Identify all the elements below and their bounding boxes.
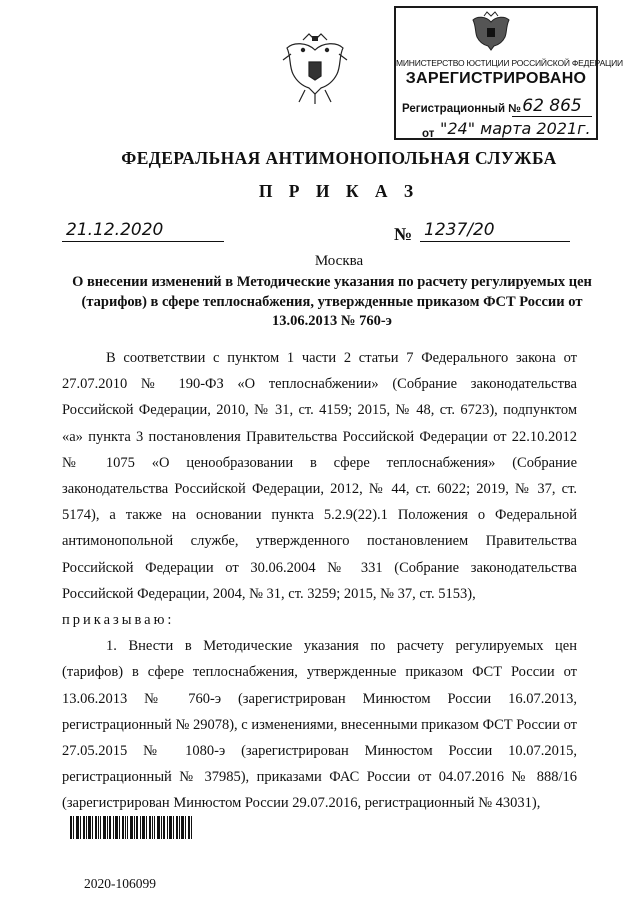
stamp-date: "24" марта 2021г. xyxy=(440,119,591,138)
stamp-registered: ЗАРЕГИСТРИРОВАНО xyxy=(405,70,587,87)
agency-name: ФЕДЕРАЛЬНАЯ АНТИМОНОПОЛЬНАЯ СЛУЖБА xyxy=(121,148,557,168)
document-body xyxy=(62,345,577,817)
stamp-reg-number: 62 865 xyxy=(512,96,592,117)
preamble-paragraph: В соответствии с пунктом 1 части 2 статьи 7 Федерального закона от 27.07.2010 № 190-ФЗ «О теплоснабжении» (Собрание законодательства Российской Федерации, 2010, № 31, ст. 4159; 2015, № 48, ст. 6723), подпунктом «а» пункта 3 постановления Правительства Российской Федерации от 22.10.2012 № 1075 «О ценообразовании в сфере теплоснабжения» (Собрание законодательства Российской Федерации, 2012, № 44, ст. 6022; 2019, № 37, ст. 5174), а также на основании пункта 5.2.9(22).1 Положения о Федеральной антимонопольной службе, утвержденного постановлением Правительства Российской Федерации от 30.06.2004 № 331 (Собрание законодательства Российской Федерации, 2004, № 31, ст. 3259; 2015, № 37, ст. 5153), xyxy=(62,350,577,602)
barcode-icon xyxy=(70,816,192,839)
order-number: 1237/20 xyxy=(420,220,570,242)
item-1-paragraph: 1. Внести в Методические указания по расчету регулируемых цен (тарифов) в сфере теплоснабжения, утвержденные приказом ФСТ России от 13.06.2013 № 760-э (зарегистрирован Минюстом России 16.07.2013, регистрационный № 29078), с изменениями, внесенными приказом ФСТ России от 27.05.2015 № 1080-э (зарегистрирован Минюстом России 10.07.2015, регистрационный № 37985), приказами ФАС России от 04.07.2016 № 888/16 (зарегистрирован Минюстом России 29.07.2016, регистрационный № 43031), xyxy=(62,638,577,812)
registration-stamp xyxy=(394,6,623,140)
document-title: О внесении изменений в Методические указания по расчету регулируемых цен (тарифов) в сфере теплоснабжения, утвержденные приказом ФСТ России от 13.06.2013 № 760-э xyxy=(72,274,592,329)
city: Москва xyxy=(314,253,364,269)
document-type: П Р И К А З xyxy=(258,181,420,201)
coat-of-arms-icon xyxy=(279,32,351,114)
stamp-ministry: МИНИСТЕРСТВО ЮСТИЦИИ РОССИЙСКОЙ ФЕДЕРАЦИИ xyxy=(396,58,623,68)
stamp-date-prefix: от xyxy=(422,128,435,140)
signing-date: 21.12.2020 xyxy=(62,220,224,242)
order-word: приказываю: xyxy=(62,612,175,629)
document-code: 2020-106099 xyxy=(84,876,156,891)
stamp-reg-label: Регистрационный № xyxy=(402,103,522,115)
stamp-emblem-icon xyxy=(468,10,514,56)
number-label: № xyxy=(394,224,413,244)
